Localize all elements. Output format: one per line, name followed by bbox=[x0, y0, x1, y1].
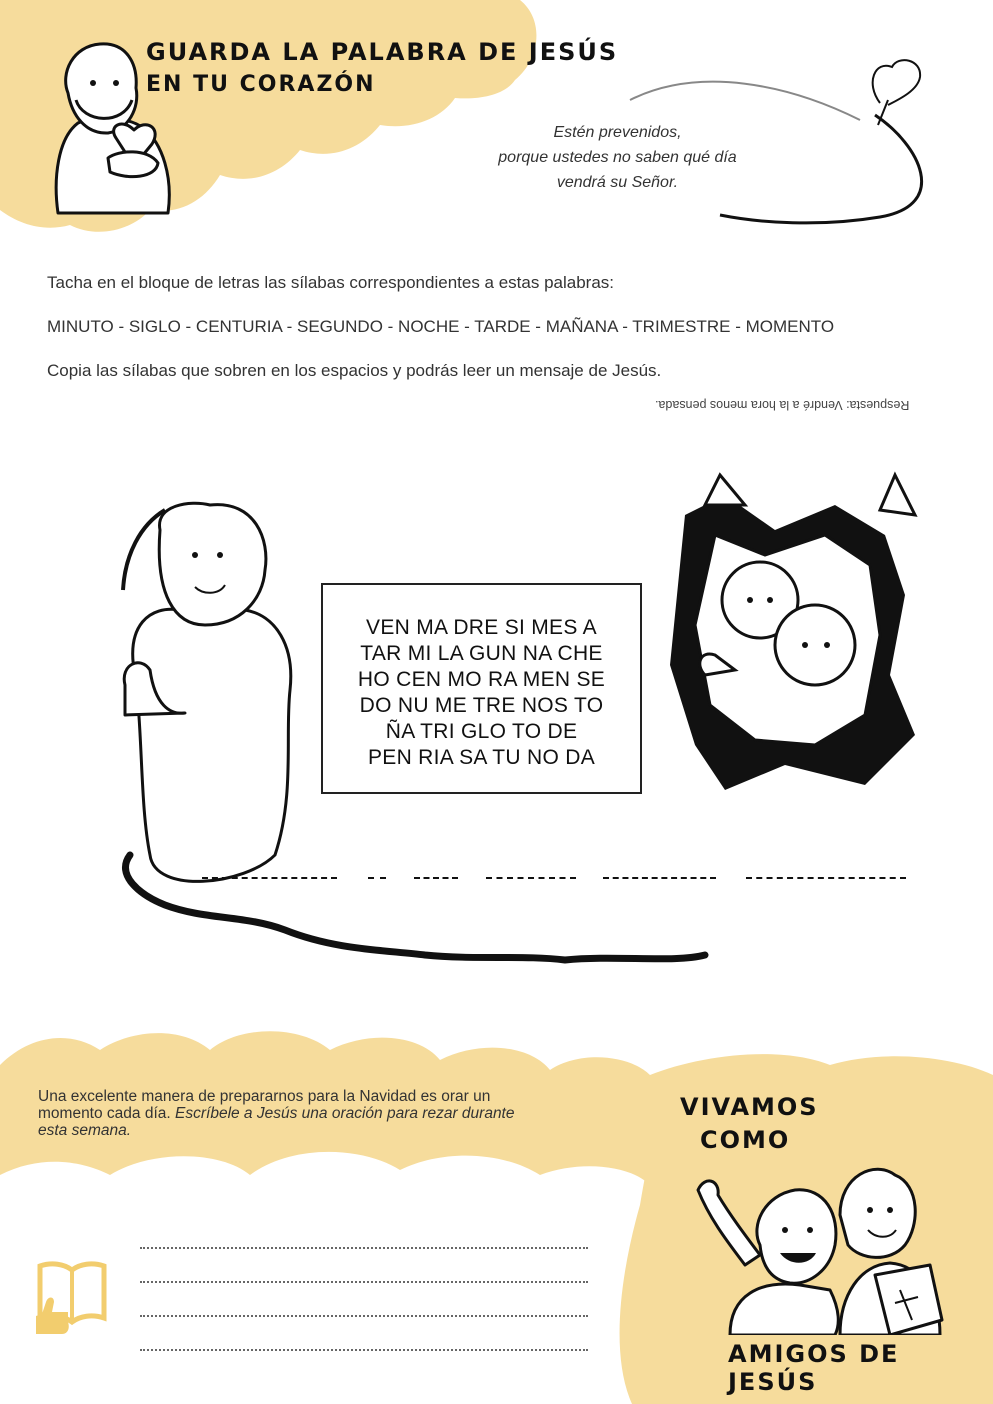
instruction-text: Tacha en el bloque de letras las sílabas correspondientes a estas palabras: bbox=[47, 273, 615, 292]
section-title-line-3: AMIGOS DE JESÚS bbox=[728, 1340, 900, 1396]
quote-line-2: porque ustedes no saben qué día bbox=[498, 149, 737, 166]
prayer-instruction bbox=[38, 1088, 518, 1139]
word-list: MINUTO - SIGLO - CENTURIA - SEGUNDO - NOCHE - TARDE - MAÑANA - TRIMESTRE - MOMENTO bbox=[47, 317, 835, 336]
grid-row: TAR MI LA GUN NA CHE bbox=[360, 642, 603, 665]
writing-line[interactable] bbox=[140, 1315, 588, 1317]
writing-line[interactable] bbox=[140, 1281, 588, 1283]
answer-blank[interactable] bbox=[746, 877, 906, 879]
prayer-text-italic: Escríbele a Jesús una oración para rezar durante esta semana. bbox=[38, 1105, 515, 1139]
instruction-copy-text: Copia las sílabas que sobren en los espacios y podrás leer un mensaje de Jesús. bbox=[47, 361, 662, 380]
grid-row: PEN RIA SA TU NO DA bbox=[367, 746, 596, 769]
grid-row: DO NU ME TRE NOS TO bbox=[359, 694, 604, 717]
writing-line[interactable] bbox=[140, 1247, 588, 1249]
section-title-line-1: VIVAMOS bbox=[680, 1093, 819, 1121]
answer-blank[interactable] bbox=[202, 877, 337, 879]
syllable-grid bbox=[321, 583, 642, 794]
answer-blank[interactable] bbox=[486, 877, 576, 879]
answer-blank[interactable] bbox=[368, 877, 386, 879]
quote-line-1: Estén prevenidos, bbox=[553, 124, 682, 141]
friends-bible-illustration bbox=[690, 1135, 950, 1335]
section-title-line-2: COMO bbox=[700, 1126, 791, 1154]
answer-blank[interactable] bbox=[414, 877, 458, 879]
grid-row: VEN MA DRE SI MES A bbox=[366, 616, 597, 639]
grid-row: HO CEN MO RA MEN SE bbox=[357, 668, 606, 691]
quote-line-3: vendrá su Señor. bbox=[556, 174, 679, 191]
prayer-text-normal: Una excelente manera de prepararnos para la Navidad es orar un momento cada día. bbox=[38, 1088, 491, 1122]
grid-row: ÑA TRI GLO TO DE bbox=[385, 720, 578, 743]
header-title: GUARDA LA PALABRA DE JESÚS bbox=[146, 38, 619, 66]
answer-text: Respuesta: Vendré a la hora menos pensada. bbox=[655, 398, 910, 412]
writing-line[interactable] bbox=[140, 1349, 588, 1351]
header-subtitle: EN TU CORAZÓN bbox=[146, 72, 376, 97]
bible-thumbs-up-icon bbox=[32, 1258, 112, 1336]
children-illustration bbox=[665, 465, 935, 805]
answer-blank[interactable] bbox=[603, 877, 716, 879]
